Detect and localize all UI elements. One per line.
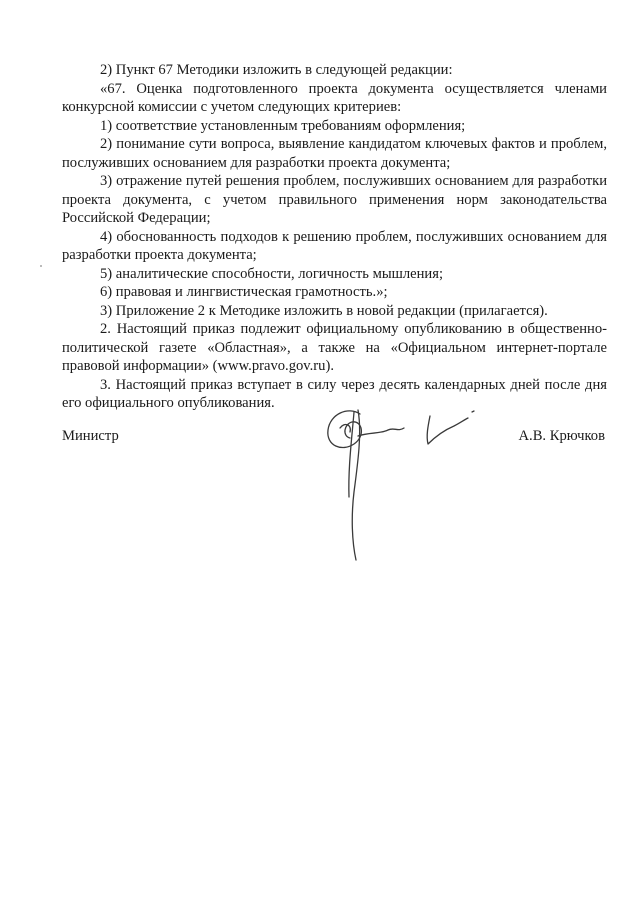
criterion-4: 4) обоснованность подходов к решению проблем, послуживших основанием для разработки проекта документа;	[62, 228, 607, 263]
paragraph-amend-point-67: 2) Пункт 67 Методики изложить в следующей редакции:	[100, 62, 453, 78]
handwritten-signature-icon	[318, 392, 498, 562]
paragraph-publication: 2. Настоящий приказ подлежит официальному опубликованию в общественно-политической газете «Областная», а также на «Официальном интернет-портале правовой информации» (www.pravo.gov.ru).	[62, 321, 607, 374]
criterion-1: 1) соответствие установленным требованиям оформления;	[100, 117, 466, 134]
signatory-name: А.В. Крючков	[518, 428, 605, 444]
scan-speck	[40, 265, 42, 267]
criterion-2: 2) понимание сути вопроса, выявление кандидатом ключевых фактов и проблем, послуживших основанием для разработки проекта документа;	[62, 136, 607, 171]
criterion-5: 5) аналитические способности, логичность мышления;	[100, 265, 444, 282]
paragraph-appendix-2: 3) Приложение 2 к Методике изложить в новой редакции (прилагается).	[100, 302, 548, 319]
paragraph-effective-date: 3. Настоящий приказ вступает в силу через десять календарных дней после дня его официального опубликования.	[62, 376, 607, 411]
criterion-3: 3) отражение путей решения проблем, послуживших основанием для разработки проекта документа, с учетом правильного применения норм законодательства Российской Федерации;	[62, 173, 607, 226]
document-body	[62, 61, 607, 413]
criterion-6: 6) правовая и лингвистическая грамотность.»;	[100, 284, 388, 300]
paragraph-point-67-intro: «67. Оценка подготовленного проекта документа осуществляется членами конкурсной комиссии с учетом следующих критериев:	[62, 80, 607, 115]
signatory-role: Министр	[62, 428, 119, 444]
